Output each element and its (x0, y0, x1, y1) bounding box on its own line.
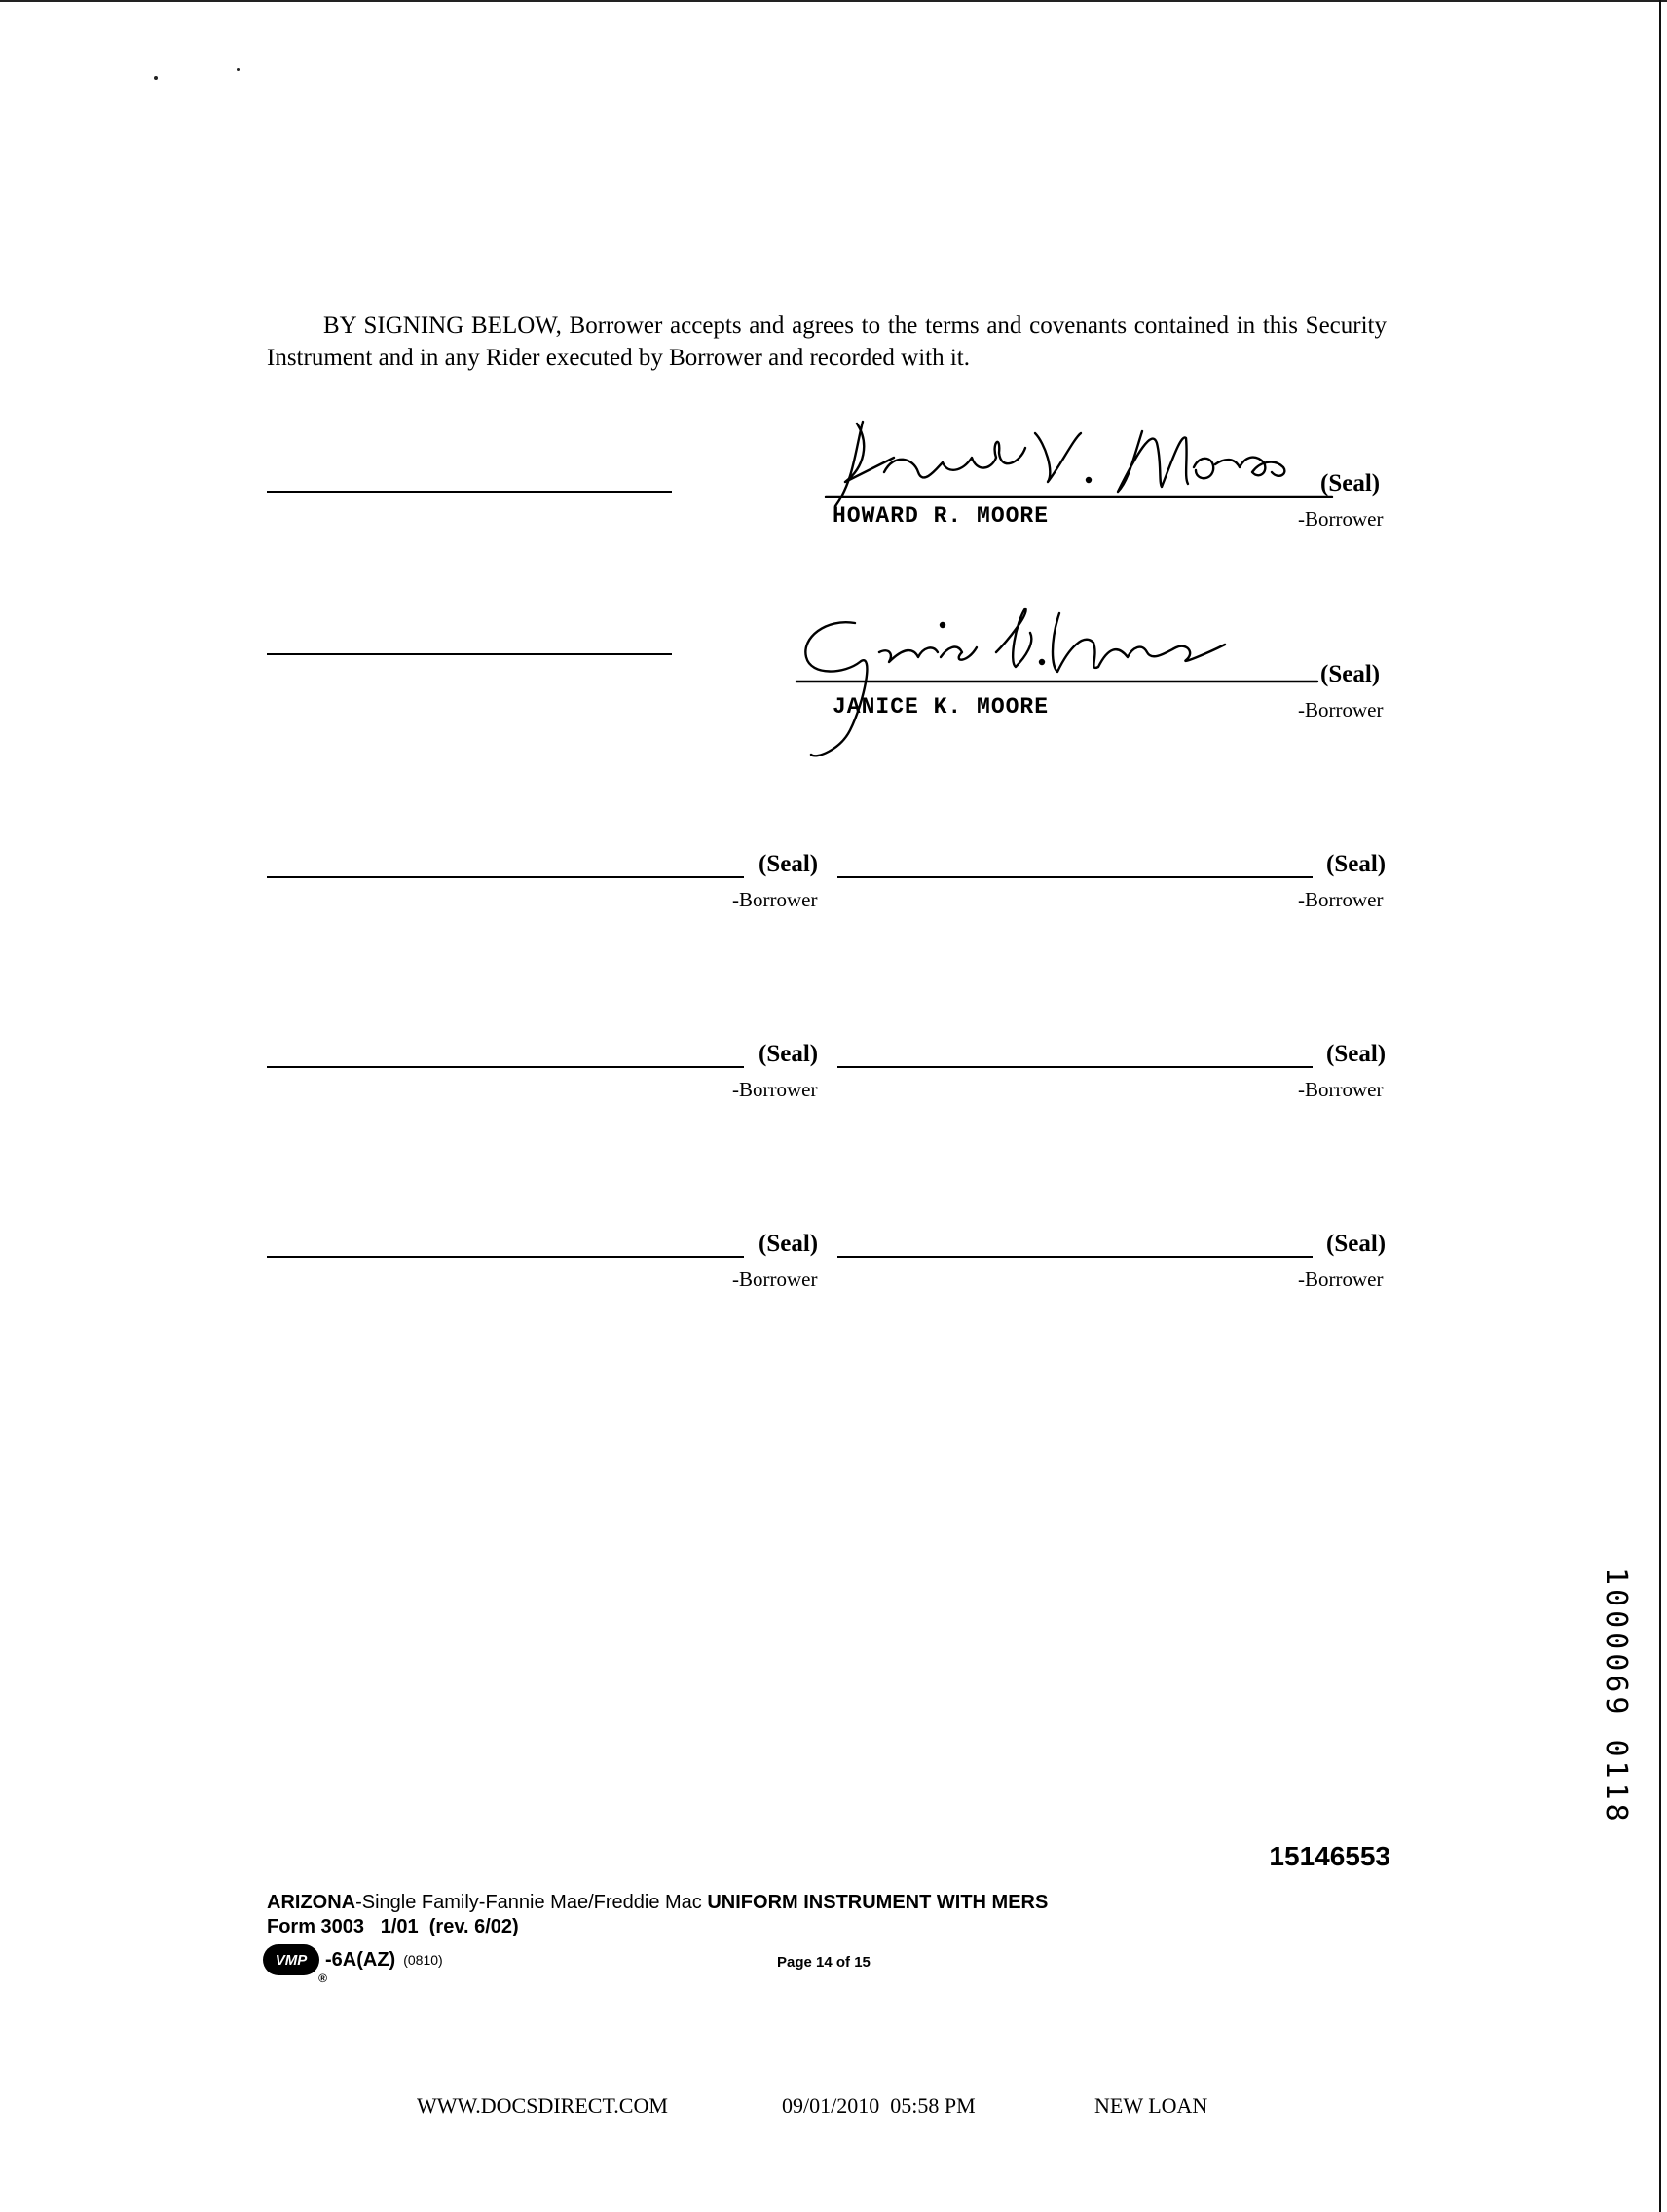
borrower-signature-line[interactable] (837, 1066, 1313, 1068)
borrower-signature-line[interactable] (267, 1256, 744, 1258)
handwritten-signature-howard (826, 414, 1332, 516)
form-title (267, 1892, 1048, 1914)
scan-edge-top (0, 0, 1667, 2)
footer-status: NEW LOAN (1094, 2093, 1208, 2118)
borrower-signature-line[interactable] (837, 876, 1313, 878)
borrower-label: -Borrower (1298, 1268, 1384, 1291)
borrower-label: -Borrower (732, 1268, 818, 1291)
borrower-label: -Borrower (1298, 1078, 1384, 1101)
seal-label: (Seal) (1320, 470, 1381, 497)
borrower-label: -Borrower (732, 1078, 818, 1101)
borrower-label: -Borrower (1298, 507, 1384, 531)
registered-mark: ® (318, 1972, 327, 1985)
borrower-signature-line[interactable] (267, 1066, 744, 1068)
footer-datetime: 09/01/2010 05:58 PM (782, 2093, 976, 2118)
seal-label: (Seal) (1326, 1231, 1387, 1257)
borrower-signature-line[interactable] (267, 876, 744, 878)
borrower-label: -Borrower (1298, 698, 1384, 721)
form-code-row (263, 1944, 443, 1985)
seal-label: (Seal) (759, 1041, 819, 1067)
signing-statement: BY SIGNING BELOW, Borrower accepts and agrees to the terms and covenants contained in this Security Instrument and in any Rider executed by Borrower and recorded with it. (267, 313, 1387, 371)
signer-name-howard: HOWARD R. MOORE (833, 503, 1050, 529)
form-title-bold: UNIFORM INSTRUMENT WITH MERS (707, 1892, 1049, 1913)
seal-label: (Seal) (759, 1231, 819, 1257)
form-number: Form 3003 1/01 (rev. 6/02) (267, 1916, 519, 1937)
borrower-label: -Borrower (1298, 888, 1384, 911)
vmp-logo (263, 1944, 327, 1985)
borrower-signature-line[interactable] (837, 1256, 1313, 1258)
document-id-stamp (1599, 1567, 1633, 1825)
seal-label: (Seal) (1320, 661, 1381, 687)
vmp-logo-text: VMP (275, 1951, 308, 1969)
form-state: ARIZONA (267, 1892, 356, 1913)
footer-website: WWW.DOCSDIRECT.COM (417, 2093, 668, 2118)
scan-speck (237, 68, 240, 71)
document-id-stamp-text: 1000069 0118 (1599, 1567, 1633, 1825)
seal-label: (Seal) (1326, 1041, 1387, 1067)
form-title-plain: -Single Family-Fannie Mae/Freddie Mac (355, 1892, 708, 1913)
seal-label: (Seal) (759, 851, 819, 877)
signer-name-janice: JANICE K. MOORE (833, 694, 1050, 719)
form-code: -6A(AZ) (325, 1948, 396, 1971)
borrower-label: -Borrower (732, 888, 818, 911)
handwritten-signature-janice (796, 604, 1322, 774)
scan-speck (154, 76, 158, 80)
witness-signature-line[interactable] (267, 653, 672, 655)
form-revision: (0810) (403, 1952, 443, 1968)
loan-number: 15146553 (1269, 1841, 1390, 1871)
page-number: Page 14 of 15 (777, 1954, 871, 1971)
seal-label: (Seal) (1326, 851, 1387, 877)
scan-edge-right (1659, 0, 1661, 2212)
witness-signature-line[interactable] (267, 491, 672, 493)
